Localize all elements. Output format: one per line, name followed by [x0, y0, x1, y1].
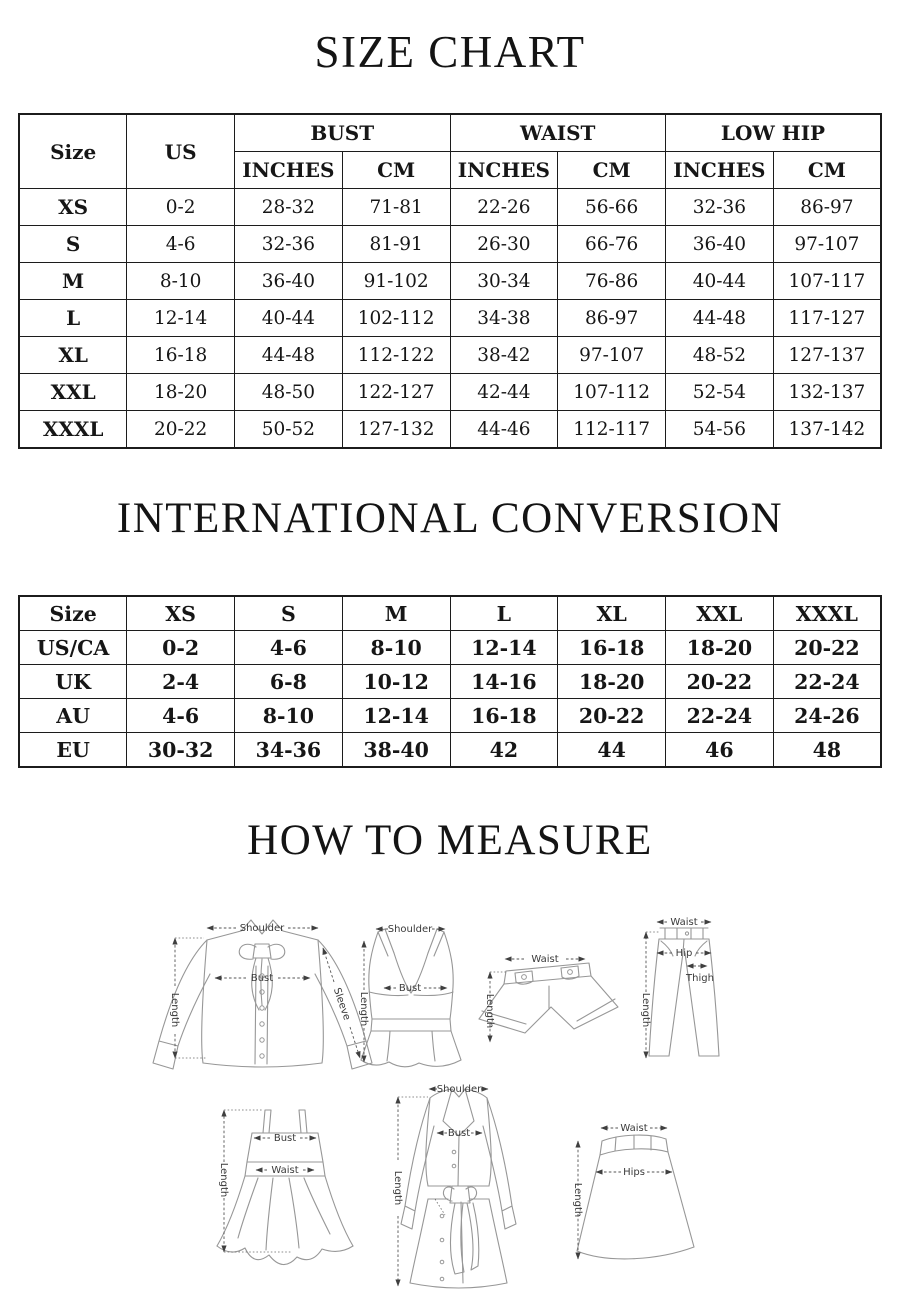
waist-label: Waist [531, 954, 559, 965]
bust-cm-cell: 71-81 [342, 189, 450, 226]
waist-in-cell: 26-30 [450, 226, 558, 263]
conv-cell: 20-22 [558, 699, 666, 733]
hip-cm-cell: 132-137 [773, 374, 881, 411]
bust-in-cell: 28-32 [235, 189, 343, 226]
pants-diagram [640, 917, 719, 1058]
conv-cell: 44 [558, 733, 666, 768]
waist-cm-cell: 66-76 [558, 226, 666, 263]
bust-label: Bust [273, 1133, 297, 1144]
col-header-waist-cm: CM [558, 152, 666, 189]
us-cell: 8-10 [127, 263, 235, 300]
waist-label: Waist [271, 1165, 299, 1176]
bust-in-cell: 40-44 [235, 300, 343, 337]
size-cell: XXL [19, 374, 127, 411]
bust-in-cell: 44-48 [235, 337, 343, 374]
length-label: Length [572, 1182, 583, 1218]
conv-cell: 24-26 [773, 699, 881, 733]
bust-label: Bust [447, 1128, 471, 1139]
waist-in-cell: 38-42 [450, 337, 558, 374]
hips-label: Hips [623, 1167, 645, 1178]
us-cell: 20-22 [127, 411, 235, 449]
conv-header-cell: L [450, 596, 558, 631]
conv-header-cell: XXL [666, 596, 774, 631]
hip-cm-cell: 127-137 [773, 337, 881, 374]
col-header-bust: BUST [235, 114, 451, 152]
col-header-bust-cm: CM [342, 152, 450, 189]
length-label: Length [392, 1170, 403, 1206]
hip-in-cell: 36-40 [666, 226, 774, 263]
hip-cm-cell: 97-107 [773, 226, 881, 263]
size-chart-row [19, 337, 881, 374]
shorts-diagram [479, 954, 618, 1042]
col-header-low-hip: LOW HIP [666, 114, 882, 152]
waist-cm-cell: 112-117 [558, 411, 666, 449]
conv-cell: 18-20 [558, 665, 666, 699]
bust-cm-cell: 112-122 [342, 337, 450, 374]
hip-in-cell: 32-36 [666, 189, 774, 226]
bust-in-cell: 48-50 [235, 374, 343, 411]
length-label: Length [484, 993, 495, 1029]
region-cell: US/CA [19, 631, 127, 665]
conversion-table [18, 595, 882, 768]
conv-cell: 2-4 [127, 665, 235, 699]
waist-cm-cell: 97-107 [558, 337, 666, 374]
conversion-row [19, 733, 881, 768]
bust-cm-cell: 81-91 [342, 226, 450, 263]
size-chart-header-row [19, 114, 881, 152]
hip-in-cell: 48-52 [666, 337, 774, 374]
waist-label: Waist [620, 1123, 648, 1134]
size-chart-row [19, 374, 881, 411]
col-header-waist: WAIST [450, 114, 666, 152]
col-header-hip-cm: CM [773, 152, 881, 189]
hip-in-cell: 52-54 [666, 374, 774, 411]
conversion-row [19, 665, 881, 699]
conv-cell: 20-22 [773, 631, 881, 665]
size-chart-title: SIZE CHART [314, 27, 586, 77]
conv-cell: 22-24 [666, 699, 774, 733]
us-cell: 18-20 [127, 374, 235, 411]
size-chart-row [19, 263, 881, 300]
conv-header-cell: XXXL [773, 596, 881, 631]
conv-cell: 38-40 [342, 733, 450, 768]
hip-cm-cell: 117-127 [773, 300, 881, 337]
region-cell: UK [19, 665, 127, 699]
conv-header-cell: M [342, 596, 450, 631]
us-cell: 16-18 [127, 337, 235, 374]
conversion-header-row [19, 596, 881, 631]
length-label: Length [169, 992, 180, 1028]
waist-cm-cell: 76-86 [558, 263, 666, 300]
conv-header-cell: Size [19, 596, 127, 631]
us-cell: 12-14 [127, 300, 235, 337]
dress-diagram [217, 1110, 353, 1265]
skirt-diagram [572, 1123, 694, 1259]
conv-cell: 42 [450, 733, 558, 768]
shoulder-label: Shoulder [436, 1084, 482, 1095]
size-cell: XXXL [19, 411, 127, 449]
waist-label: Waist [670, 917, 698, 928]
conv-header-cell: XS [127, 596, 235, 631]
col-header-us: US [127, 114, 235, 189]
conv-cell: 20-22 [666, 665, 774, 699]
waist-in-cell: 34-38 [450, 300, 558, 337]
conv-cell: 18-20 [666, 631, 774, 665]
tank-top-diagram [358, 924, 461, 1067]
conversion-row [19, 699, 881, 733]
bust-cm-cell: 102-112 [342, 300, 450, 337]
conv-cell: 48 [773, 733, 881, 768]
waist-in-cell: 22-26 [450, 189, 558, 226]
conversion-row [19, 631, 881, 665]
size-cell: XS [19, 189, 127, 226]
bust-label: Bust [398, 983, 422, 994]
size-chart-row [19, 189, 881, 226]
hip-in-cell: 40-44 [666, 263, 774, 300]
coat-diagram [392, 1084, 516, 1288]
hip-cm-cell: 86-97 [773, 189, 881, 226]
col-header-bust-inches: INCHES [235, 152, 343, 189]
conv-header-cell: XL [558, 596, 666, 631]
conv-cell: 16-18 [450, 699, 558, 733]
region-cell: EU [19, 733, 127, 768]
waist-cm-cell: 86-97 [558, 300, 666, 337]
bust-in-cell: 32-36 [235, 226, 343, 263]
hip-cm-cell: 137-142 [773, 411, 881, 449]
bust-cm-cell: 91-102 [342, 263, 450, 300]
conv-cell: 6-8 [235, 665, 343, 699]
conv-cell: 16-18 [558, 631, 666, 665]
how-to-measure-diagrams [0, 878, 900, 1300]
col-header-hip-inches: INCHES [666, 152, 774, 189]
conv-header-cell: S [235, 596, 343, 631]
conv-cell: 8-10 [342, 631, 450, 665]
waist-cm-cell: 56-66 [558, 189, 666, 226]
size-cell: L [19, 300, 127, 337]
shoulder-label: Shoulder [387, 924, 433, 935]
waist-in-cell: 44-46 [450, 411, 558, 449]
conv-cell: 22-24 [773, 665, 881, 699]
col-header-size: Size [19, 114, 127, 189]
conv-cell: 0-2 [127, 631, 235, 665]
region-cell: AU [19, 699, 127, 733]
length-label: Length [218, 1162, 229, 1198]
conv-cell: 30-32 [127, 733, 235, 768]
sleeve-label: Sleeve [330, 986, 353, 1022]
waist-in-cell: 42-44 [450, 374, 558, 411]
blouse-diagram [153, 920, 372, 1069]
size-cell: XL [19, 337, 127, 374]
size-chart-row [19, 411, 881, 449]
size-cell: S [19, 226, 127, 263]
conv-cell: 12-14 [342, 699, 450, 733]
conv-cell: 4-6 [235, 631, 343, 665]
waist-in-cell: 30-34 [450, 263, 558, 300]
size-chart-row [19, 226, 881, 263]
size-chart-row [19, 300, 881, 337]
conv-cell: 34-36 [235, 733, 343, 768]
conv-cell: 8-10 [235, 699, 343, 733]
conv-cell: 10-12 [342, 665, 450, 699]
us-cell: 0-2 [127, 189, 235, 226]
hip-cm-cell: 107-117 [773, 263, 881, 300]
col-header-waist-inches: INCHES [450, 152, 558, 189]
length-label: Length [358, 991, 369, 1027]
bust-in-cell: 50-52 [235, 411, 343, 449]
conversion-title: INTERNATIONAL CONVERSION [116, 495, 784, 542]
conv-cell: 46 [666, 733, 774, 768]
hip-in-cell: 44-48 [666, 300, 774, 337]
bust-in-cell: 36-40 [235, 263, 343, 300]
thigh-label: Thigh [686, 973, 714, 984]
conv-cell: 4-6 [127, 699, 235, 733]
bust-cm-cell: 122-127 [342, 374, 450, 411]
bust-label: Bust [250, 973, 274, 984]
us-cell: 4-6 [127, 226, 235, 263]
hip-label: Hip [675, 948, 693, 959]
bust-cm-cell: 127-132 [342, 411, 450, 449]
how-to-measure-title: HOW TO MEASURE [247, 817, 653, 864]
length-label: Length [640, 992, 651, 1028]
conv-cell: 14-16 [450, 665, 558, 699]
shoulder-label: Shoulder [239, 923, 285, 934]
conv-cell: 12-14 [450, 631, 558, 665]
waist-cm-cell: 107-112 [558, 374, 666, 411]
hip-in-cell: 54-56 [666, 411, 774, 449]
size-chart-table [18, 113, 882, 449]
size-cell: M [19, 263, 127, 300]
